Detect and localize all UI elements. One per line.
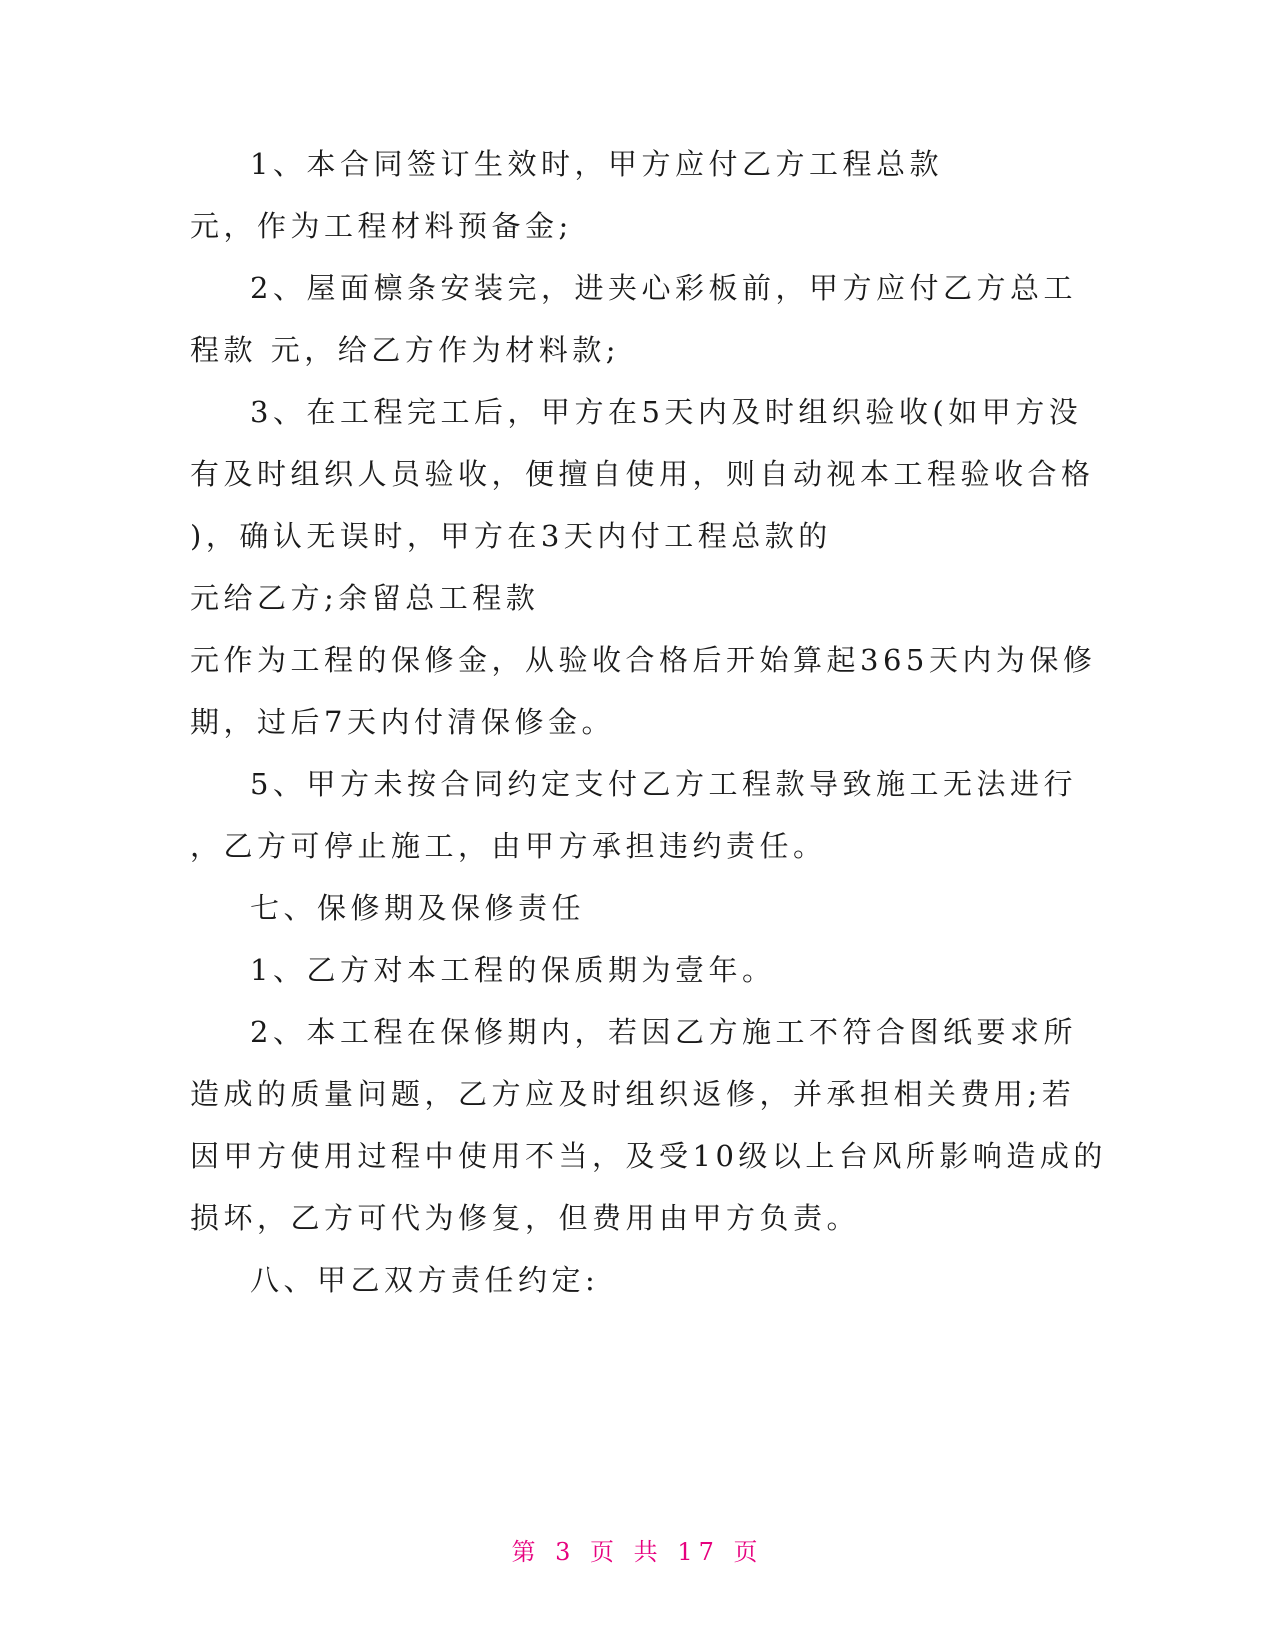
section-heading: 七、保修期及保修责任 [250, 891, 586, 925]
paragraph-line: )，确认无误时，甲方在3天内付工程总款的 [190, 519, 832, 553]
footer-middle: 页 共 [590, 1538, 664, 1566]
footer-prefix: 第 [511, 1538, 542, 1566]
paragraph-line: ，乙方可停止施工，由甲方承担违约责任。 [190, 829, 827, 863]
paragraph-line: 程款 元，给乙方作为材料款; [190, 333, 620, 367]
current-page-number: 3 [555, 1538, 577, 1566]
paragraph-line: 元，作为工程材料预备金; [190, 209, 573, 243]
paragraph-line: 期，过后7天内付清保修金。 [190, 705, 615, 739]
section-heading: 八、甲乙双方责任约定: [250, 1263, 600, 1297]
paragraph-line: 元给乙方;余留总工程款 [190, 581, 540, 615]
paragraph-line: 损坏，乙方可代为修复，但费用由甲方负责。 [190, 1201, 861, 1235]
paragraph-line: 5、甲方未按合同约定支付乙方工程款导致施工无法进行 [250, 767, 1077, 801]
paragraph-line: 3、在工程完工后，甲方在5天内及时组织验收(如甲方没 [250, 395, 1083, 429]
paragraph-line: 1、乙方对本工程的保质期为壹年。 [250, 953, 776, 987]
paragraph-line: 因甲方使用过程中使用不当，及受10级以上台风所影响造成的 [190, 1139, 1107, 1173]
paragraph-line: 有及时组织人员验收，便擅自使用，则自动视本工程验收合格 [190, 457, 1095, 491]
paragraph-line: 1、本合同签订生效时，甲方应付乙方工程总款 [250, 147, 943, 181]
total-page-count: 17 [677, 1538, 720, 1566]
page-number-footer [0, 1532, 1275, 1567]
paragraph-line: 2、屋面檩条安装完，进夹心彩板前，甲方应付乙方总工 [250, 271, 1077, 305]
footer-suffix: 页 [733, 1538, 764, 1566]
paragraph-line: 2、本工程在保修期内，若因乙方施工不符合图纸要求所 [250, 1015, 1077, 1049]
paragraph-line: 造成的质量问题，乙方应及时组织返修，并承担相关费用;若 [190, 1077, 1076, 1111]
paragraph-line: 元作为工程的保修金，从验收合格后开始算起365天内为保修 [190, 643, 1097, 677]
